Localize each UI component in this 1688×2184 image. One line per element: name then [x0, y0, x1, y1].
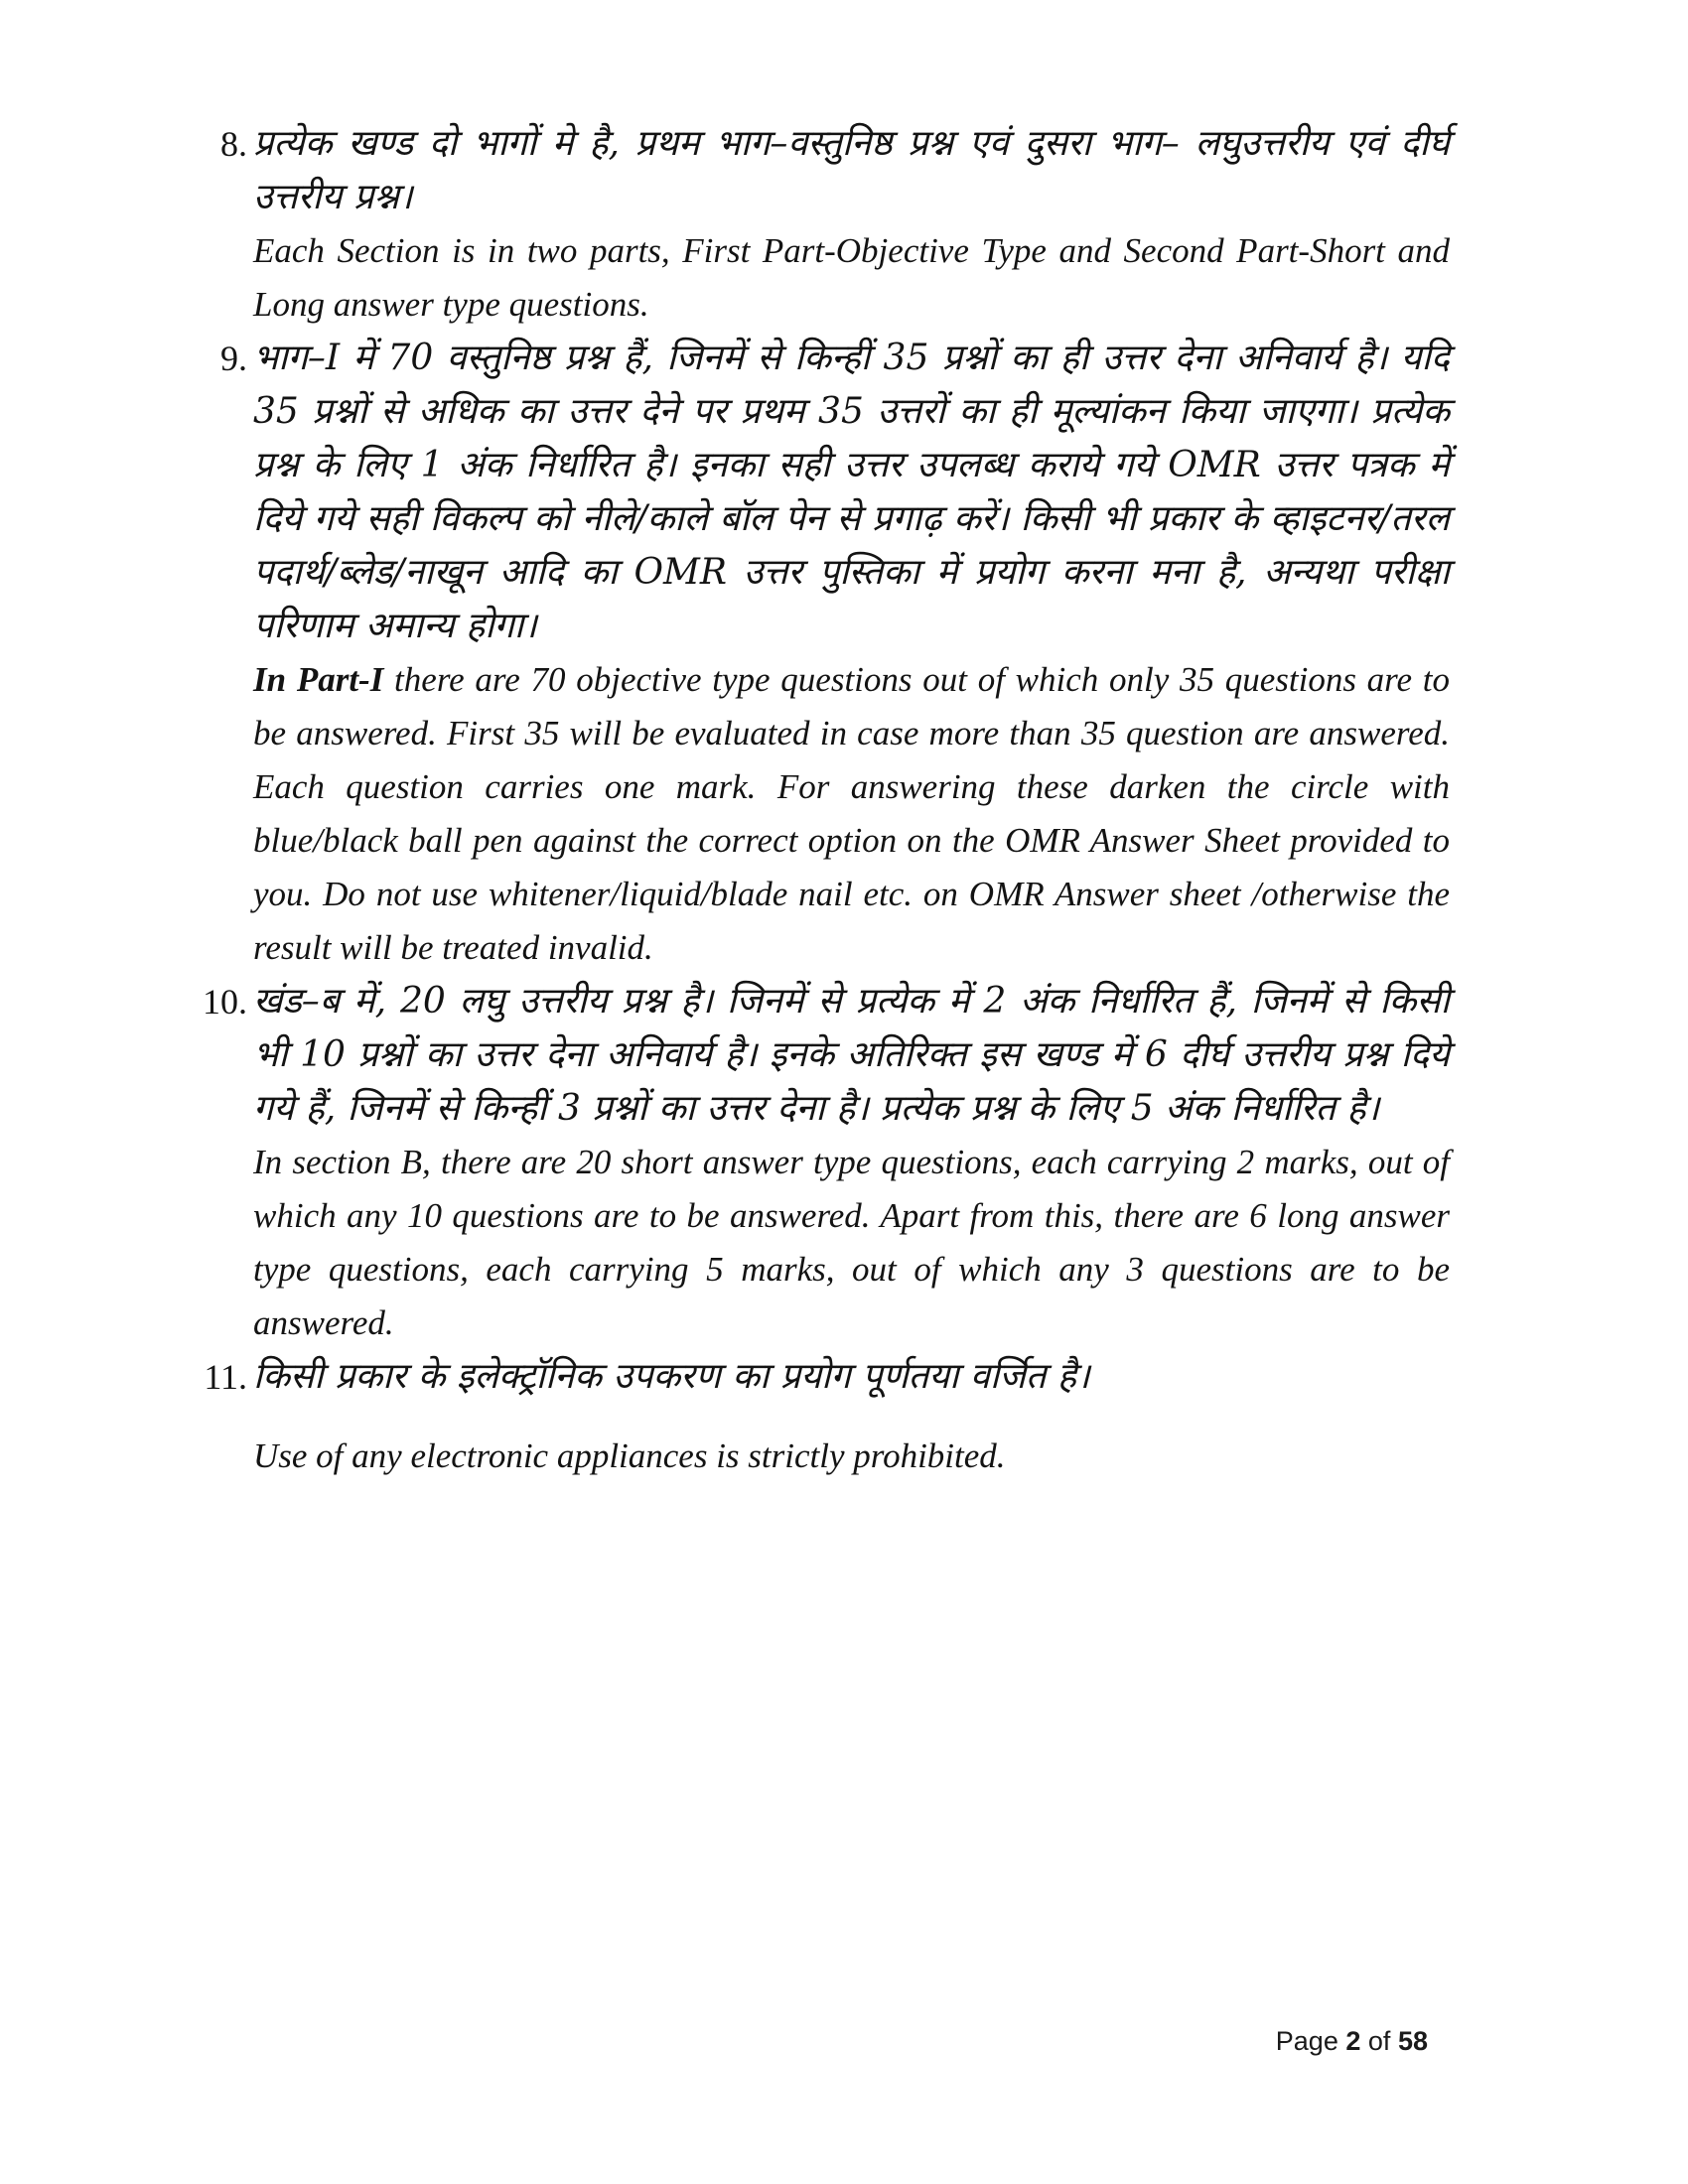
- footer-total-pages: 58: [1397, 2026, 1428, 2056]
- instruction-item-9: [220, 332, 1450, 975]
- footer-page-number: 2: [1345, 2026, 1361, 2056]
- hindi-text: भाग–I में 70 वस्तुनिष्ठ प्रश्न हैं, जिनमें से किन्हीं 35 प्रश्नों का ही उत्तर देना अनिवार्य है। यदि 35 प्रश्नों से अधिक का उत्तर देने पर प्रथम 35 उत्तरों का ही मूल्यांकन किया जाएगा। प्रत्येक प्रश्न के लिए 1 अंक निर्धारित है। इनका सही उत्तर उपलब्ध कराये गये OMR उत्तर पत्रक में दिये गये सही विकल्प को नीले/काले बॉल पेन से प्रगाढ़ करें। किसी भी प्रकार के व्हाइटनर/तरल पदार्थ/ब्लेड/नाखून आदि का OMR उत्तर पुस्तिका में प्रयोग करना मना है, अन्यथा परीक्षा परिणाम अमान्य होगा।: [253, 338, 1450, 646]
- hindi-text: प्रत्येक खण्ड दो भागों मे है, प्रथम भाग–वस्तुनिष्ठ प्रश्न एवं दुसरा भाग– लघुउत्तरीय एवं दीर्घ उत्तरीय प्रश्न।: [253, 123, 1450, 217]
- hindi-text: किसी प्रकार के इलेक्ट्रॉनिक उपकरण का प्रयोग पूर्णतया वर्जित है।: [253, 1356, 1090, 1397]
- english-text: Each Section is in two parts, First Part-Objective Type and Second Part-Short and Long answer type questions.: [253, 231, 1450, 324]
- english-text: In section B, there are 20 short answer type questions, each carrying 2 marks, out of which any 10 questions are to be answered. Apart from this, there are 6 long answer type questions, each carrying 5 marks, out of which any 3 questions are to be answered.: [253, 1143, 1450, 1342]
- instructions-list: [203, 117, 1450, 1483]
- footer-page-label: Page: [1275, 2026, 1338, 2056]
- item-number: 9.: [220, 339, 247, 378]
- instruction-item-11: [204, 1350, 1450, 1483]
- item-number: 10.: [203, 982, 247, 1022]
- english-text: [253, 653, 1450, 975]
- english-text: Use of any electronic appliances is strictly prohibited.: [253, 1436, 1006, 1475]
- item-number: 11.: [204, 1357, 247, 1397]
- hindi-text: खंड–ब में, 20 लघु उत्तरीय प्रश्न है। जिनमें से प्रत्येक में 2 अंक निर्धारित हैं, जिनमें से किसी भी 10 प्रश्नों का उत्तर देना अनिवार्य है। इनके अतिरिक्त इस खण्ड में 6 दीर्घ उत्तरीय प्रश्न दिये गये हैं, जिनमें से किन्हीं 3 प्रश्नों का उत्तर देना है। प्रत्येक प्रश्न के लिए 5 अंक निर्धारित है।: [253, 981, 1450, 1129]
- instruction-item-10: [203, 975, 1450, 1350]
- item-number: 8.: [220, 124, 247, 164]
- footer-of-label: of: [1367, 2026, 1391, 2056]
- page-footer: [1276, 2025, 1428, 2057]
- english-text-rest: there are 70 objective type questions out of which only 35 questions are to be answered. First 35 will be evaluated in case more than 35 question are answered. Each question carries one mark. For answering these darken the circle with blue/black ball pen against the correct option on the OMR Answer Sheet provided to you. Do not use whitener/liquid/blade nail etc. on OMR Answer sheet /otherwise the result will be treated invalid.: [253, 660, 1450, 967]
- english-bold-lead: In Part-I: [253, 660, 384, 699]
- instruction-item-8: [220, 117, 1450, 332]
